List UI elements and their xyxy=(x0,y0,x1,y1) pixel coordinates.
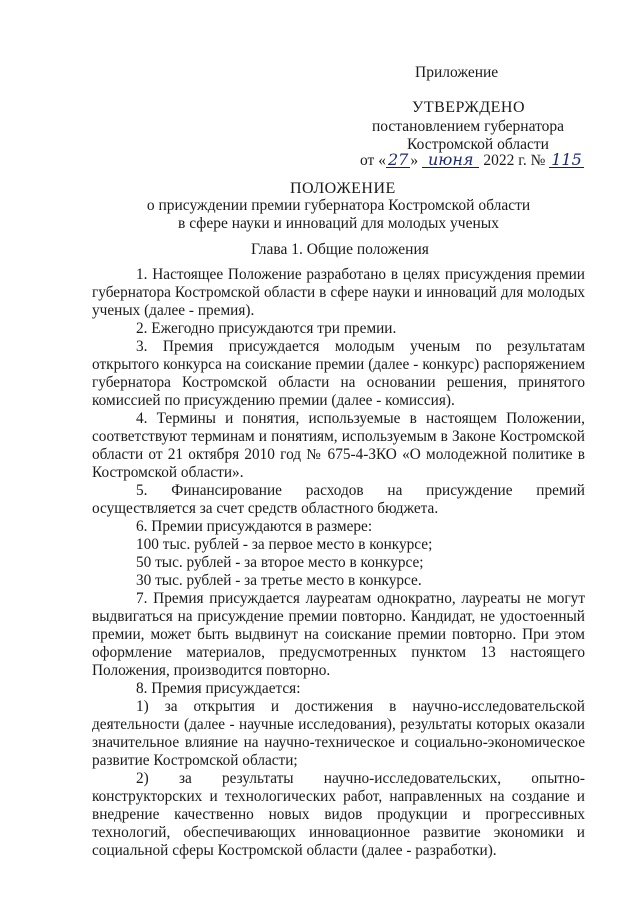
paragraph-6: 6. Премии присуждаются в размере: xyxy=(136,518,373,535)
handwritten-month: июня xyxy=(422,152,480,168)
paragraph-2: 2. Ежегодно присуждаются три премии. xyxy=(136,320,397,337)
subtitle-line-2: в сфере науки и инноваций для молодых ученых xyxy=(178,215,499,232)
document-body xyxy=(92,266,585,860)
prize-third-place: 30 тыс. рублей - за третье место в конкурсе. xyxy=(136,572,422,589)
appendix-label: Приложение xyxy=(415,64,499,81)
date-prefix: от « xyxy=(360,152,386,169)
approved-by-decree: постановлением губернатора xyxy=(372,118,565,135)
paragraph-4: 4. Термины и понятия, используемые в настоящем Положении, соответствуют терминам и понятиям, используемым в Законе Костромской области от 21 октября 2010 год № 675-4-ЗКО «О молодежной политике в Костромской области». xyxy=(92,410,585,481)
date-mid: » xyxy=(410,152,419,169)
paragraph-1: 1. Настоящее Положение разработано в целях присуждения премии губернатора Костромской области в сфере науки и инноваций для молодых ученых (далее - премия). xyxy=(92,266,585,319)
prize-first-place: 100 тыс. рублей - за первое место в конкурсе; xyxy=(136,536,433,553)
approved-heading: УТВЕРЖДЕНО xyxy=(412,99,526,116)
approval-date-line xyxy=(360,152,584,170)
paragraph-8-item-1: 1) за открытия и достижения в научно-исследовательской деятельности (далее - научные исследования), результаты которых оказали значительное влияние на научно-техническое и социально-экономическое развитие Костромской области; xyxy=(92,698,585,769)
document-subtitle xyxy=(92,197,585,233)
paragraph-8-item-2: 2) за результаты научно-исследовательских, опытно-конструкторских и технологических работ, направленных на создание и внедрение качественно новых видов продукции и прогрессивных технологий, обеспечивающих инновационное развитие экономики и социальной сферы Костромской области (далее - разработки). xyxy=(92,770,585,859)
document-title: ПОЛОЖЕНИЕ xyxy=(290,180,396,197)
approved-region: Костромской области xyxy=(407,136,549,153)
chapter-heading: Глава 1. Общие положения xyxy=(251,241,429,258)
date-year-number: 2022 г. № xyxy=(483,152,546,169)
paragraph-5: 5. Финансирование расходов на присуждение премий осуществляется за счет средств областного бюджета. xyxy=(92,482,585,517)
handwritten-day: 27 xyxy=(387,150,409,169)
handwritten-number: 115 xyxy=(551,150,582,169)
paragraph-3: 3. Премия присуждается молодым ученым по результатам открытого конкурса на соискание премии (далее - конкурс) распоряжением губернатора Костромской области на основании решения, принятого комиссией по присуждению премии (далее - комиссия). xyxy=(92,338,585,409)
paragraph-8: 8. Премия присуждается: xyxy=(136,680,301,697)
prize-second-place: 50 тыс. рублей - за второе место в конкурсе; xyxy=(136,554,424,571)
subtitle-line-1: о присуждении премии губернатора Костромской области xyxy=(146,197,531,214)
paragraph-7: 7. Премия присуждается лауреатам однократно, лауреаты не могут выдвигаться на присуждение премии повторно. Кандидат, не удостоенный премии, может быть выдвинут на соискание премии повторно. При этом оформление материалов, предусмотренных пунктом 13 настоящего Положения, производится повторно. xyxy=(92,590,585,679)
